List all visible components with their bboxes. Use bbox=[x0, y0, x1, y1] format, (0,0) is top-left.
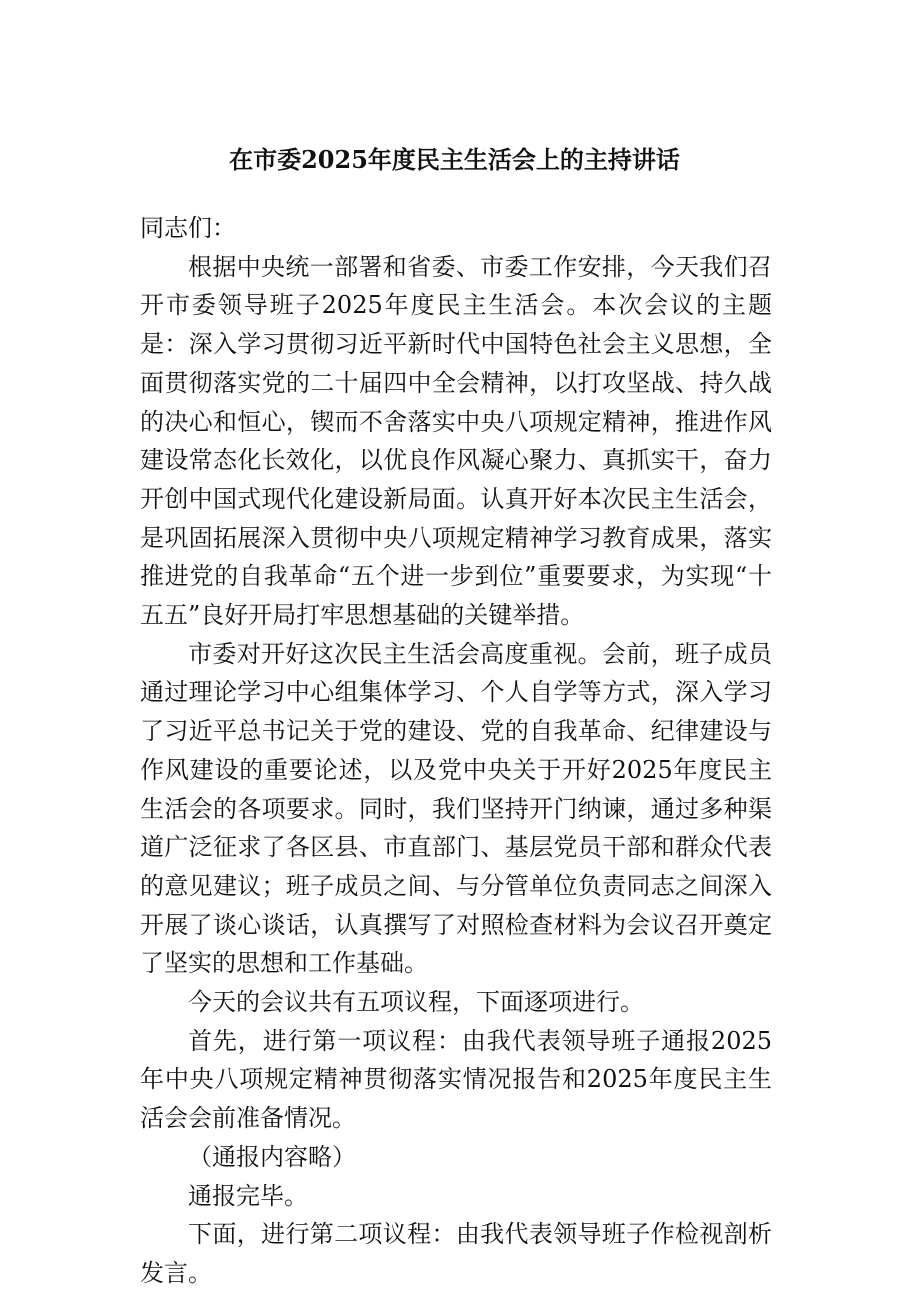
document-title: 在市委2025年度民主生活会上的主持讲话 bbox=[229, 145, 680, 174]
paragraph-preparation: 市委对开好这次民主生活会高度重视。会前，班子成员通过理论学习中心组集体学习、个人自学等方式，深入学习了习近平总书记关于党的建设、党的自我革命、纪律建设与作风建设的重要论述，以及党中央关于开好2025年度民主生活会的各项要求。同时，我们坚持开门纳谏，通过多种渠道广泛征求了各区县、市直部门、基层党员干部和群众代表的意见建议；班子成员之间、与分管单位负责同志之间深入开展了谈心谈话，认真撰写了对照检查材料为会议召开奠定了坚实的思想和工作基础。 bbox=[140, 639, 772, 978]
paragraph-opening: 根据中央统一部署和省委、市委工作安排，今天我们召开市委领导班子2025年度民主生活会。本次会议的主题是：深入学习贯彻习近平新时代中国特色社会主义思想，全面贯彻落实党的二十届四中全会精神，以打攻坚战、持久战的决心和恒心，锲而不舍落实中央八项规定精神，推进作风建设常态化长效化，以优良作风凝心聚力、真抓实干，奋力开创中国式现代化建设新局面。认真开好本次民主生活会，是巩固拓展深入贯彻中央八项规定精神学习教育成果，落实推进党的自我革命“五个进一步到位”重要要求，为实现“十五五”良好开局打牢思想基础的关键举措。 bbox=[140, 252, 772, 630]
document-body bbox=[140, 209, 772, 1293]
paragraph-item-two: 下面，进行第二项议程：由我代表领导班子作检视剖析发言。 bbox=[140, 1220, 772, 1287]
paragraph-agenda: 今天的会议共有五项议程，下面逐项进行。 bbox=[188, 988, 644, 1017]
paragraph-omitted-note: （通报内容略） bbox=[188, 1142, 356, 1171]
paragraph-item-one: 首先，进行第一项议程：由我代表领导班子通报2025年中央八项规定精神贯彻落实情况报告和2025年度民主生活会会前准备情况。 bbox=[140, 1026, 772, 1133]
salutation: 同志们： bbox=[140, 214, 236, 242]
paragraph-report-done: 通报完毕。 bbox=[188, 1181, 308, 1210]
